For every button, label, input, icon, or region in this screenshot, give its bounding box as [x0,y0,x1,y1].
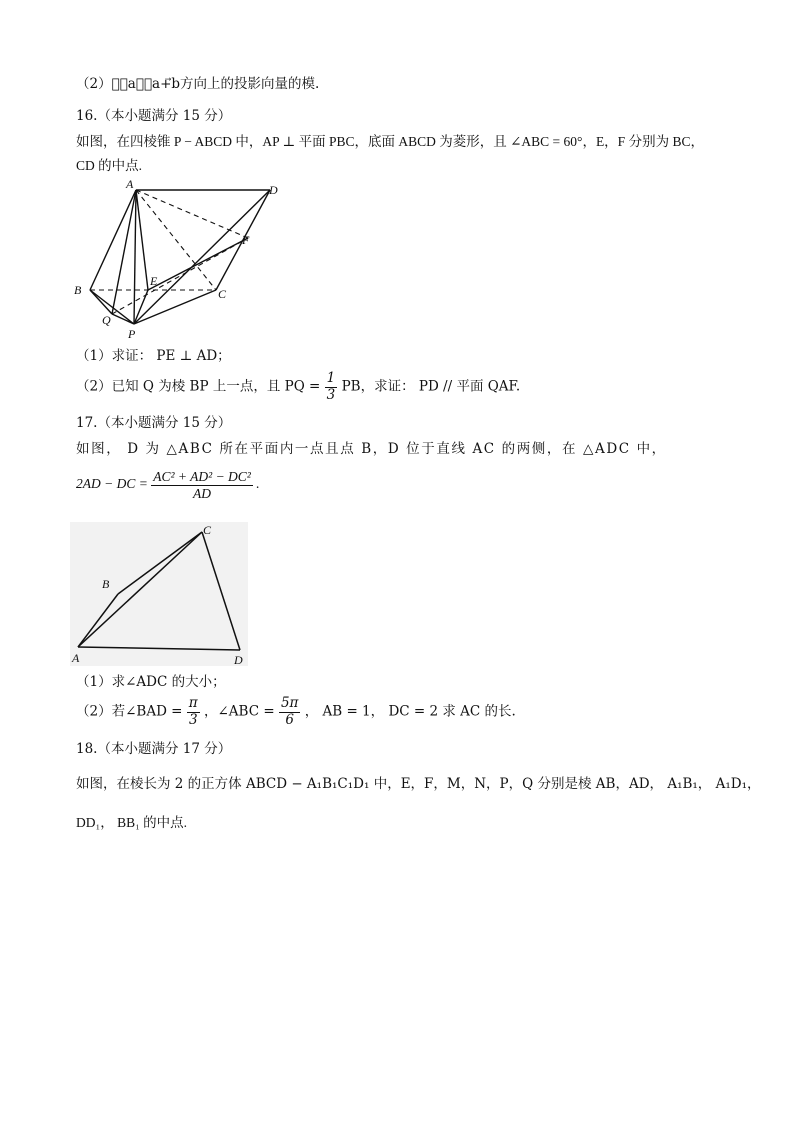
q17-label-D: D [234,653,243,667]
q17-part2-b: ，∠ABC = [203,703,275,720]
q17-header: 17.（本小题满分 15 分） [76,415,232,431]
q16-part2-frac-den: 3 [326,386,336,403]
q16-part1: （1）求证： PE ⊥ AD； [76,348,231,364]
q16-label-C: C [218,287,227,301]
q16-label-E: E [150,274,158,288]
q17-eq-end: . [256,476,260,492]
q17-triangle-figure [70,522,250,668]
q17-part2-a: （2）若∠BAD = [76,703,183,720]
q16-part2-fraction [325,372,338,402]
q16-label-F: F [242,233,250,247]
q17-label-A: A [72,651,80,665]
q16-label-P: P [128,327,136,341]
q17-part1: （1）求∠ADC 的大小； [76,674,226,690]
q17-eq-fraction [151,470,253,500]
q17-stem-line1: 如图， D 为 △ABC 所在平面内一点且点 B，D 位于直线 AC 的两侧，在 △ADC 中， [76,441,667,457]
q16-stem-line2: CD 的中点. [76,158,143,173]
q16-part2 [76,372,520,402]
q17-label-C: C [203,523,212,537]
q17-part2-frac1 [187,697,200,727]
q15-part2: （2）求⃗a在⃗a+⃗b方向上的投影向量的模. [76,76,320,92]
q17-part2-frac2 [279,697,300,727]
q17-eq-den: AD [193,485,212,501]
q18-stem-line1: 如图，在棱长为 2 的正方体 ABCD − A₁B₁C₁D₁ 中，E，F，M，N，P，Q 分别是棱 AB，AD， A₁B₁， A₁D₁， [76,776,761,792]
q16-label-A: A [126,178,134,191]
q16-stem-line1: 如图，在四棱锥 P − ABCD 中，AP ⊥ 平面 PBC，底面 ABCD 为菱形，且 ∠ABC = 60°，E，F 分别为 BC， [76,134,704,149]
q17-part2 [76,697,516,727]
q17-eq-lhs: 2AD − DC = [76,476,148,492]
q16-part2-suffix: PB，求证： PD // 平面 QAF. [341,378,521,395]
q16-header: 16.（本小题满分 15 分） [76,108,232,124]
q16-part2-frac-num: 1 [326,370,336,386]
q17-part2-f2-num: 5π [280,695,299,711]
q17-part2-f2-den: 6 [285,711,294,728]
q17-eq-num: AC² + AD² − DC² [153,469,251,484]
q17-part2-f1-num: π [188,695,198,711]
q18-stem-line2: DD₁， BB₁ 的中点. [76,815,188,830]
q17-label-B: B [102,577,110,591]
q17-part2-f1-den: 3 [188,711,198,728]
q16-pyramid-figure [70,178,290,343]
q18-header: 18.（本小题满分 17 分） [76,741,232,757]
q17-part2-c: ， AB = 1， DC = 2 求 AC 的长. [304,703,516,720]
q16-label-D: D [269,183,278,197]
q17-equation [76,470,260,500]
q16-label-Q: Q [102,313,111,327]
q16-part2-prefix: （2）已知 Q 为棱 BP 上一点，且 PQ = [76,378,321,395]
q16-label-B: B [74,283,82,297]
